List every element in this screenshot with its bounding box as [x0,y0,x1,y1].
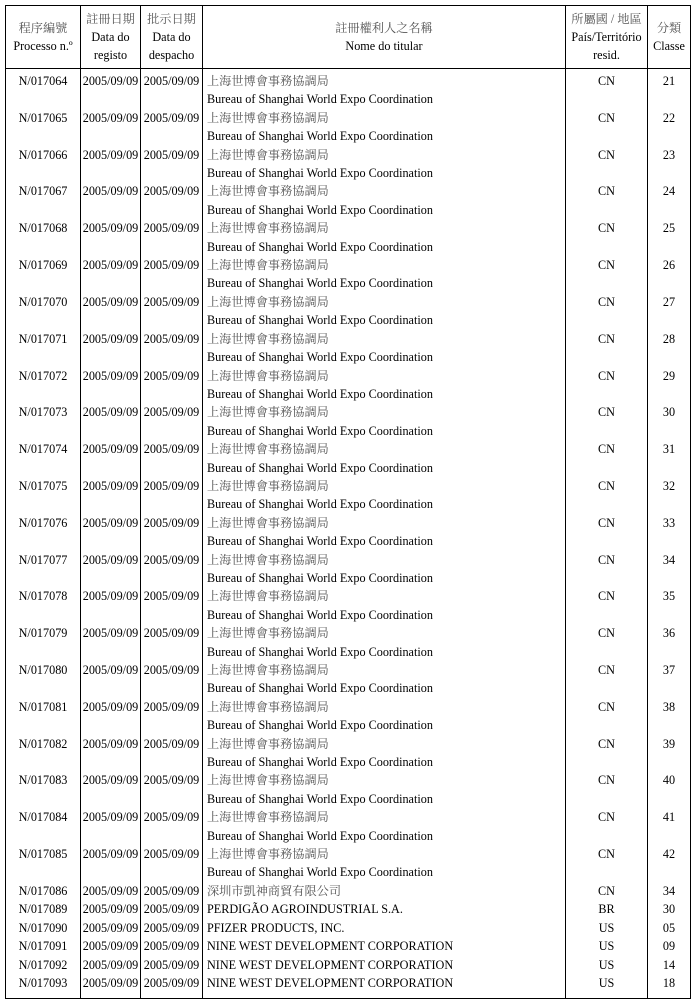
process-number: N/017070 [6,293,81,330]
holder-name [203,698,566,735]
header-zh: 所屬國 / 地區 [571,12,642,26]
dispatch-date: 2005/09/09 [141,551,203,588]
table-row [6,587,691,624]
holder-name [203,182,566,219]
holder-name-zh: 上海世博會事務協調局 [207,478,329,493]
header-holder [203,6,566,69]
holder-name [203,109,566,146]
table-row [6,661,691,698]
holder-name [203,256,566,293]
holder-name-pt: NINE WEST DEVELOPMENT CORPORATION [207,939,454,954]
dispatch-date: 2005/09/09 [141,367,203,404]
dispatch-date: 2005/09/09 [141,330,203,367]
registration-date: 2005/09/09 [81,109,141,146]
holder-name-zh: 上海世博會事務協調局 [207,258,329,273]
holder-name-pt: Bureau of Shanghai World Expo Coordination [207,497,433,512]
holder-name-pt: Bureau of Shanghai World Expo Coordination [207,202,433,217]
holder-name-zh: 上海世博會事務協調局 [207,331,329,346]
holder-name [203,440,566,477]
registration-date: 2005/09/09 [81,937,141,955]
holder-name-pt: PFIZER PRODUCTS, INC. [207,920,345,935]
header-pt: despacho [148,48,195,62]
dispatch-date: 2005/09/09 [141,219,203,256]
country-code: CN [566,624,648,661]
holder-name-pt: Bureau of Shanghai World Expo Coordination [207,313,433,328]
table-row [6,477,691,514]
class-number: 33 [648,514,691,551]
holder-name [203,293,566,330]
registration-date: 2005/09/09 [81,403,141,440]
holder-name-pt: Bureau of Shanghai World Expo Coordination [207,828,433,843]
class-number: 22 [648,109,691,146]
holder-name [203,735,566,772]
holder-name-pt: Bureau of Shanghai World Expo Coordination [207,644,433,659]
holder-name-zh: 深圳市凱神商貿有限公司 [207,883,342,898]
class-number: 29 [648,367,691,404]
class-number: 23 [648,146,691,183]
holder-name [203,624,566,661]
holder-name-pt: Bureau of Shanghai World Expo Coordination [207,166,433,181]
class-number: 30 [648,900,691,918]
holder-name-zh: 上海世博會事務協調局 [207,515,329,530]
header-zh: 分類 [656,21,682,35]
holder-name-zh: 上海世博會事務協調局 [207,589,329,604]
process-number: N/017080 [6,661,81,698]
holder-name-zh: 上海世博會事務協調局 [207,773,329,788]
class-number: 39 [648,735,691,772]
process-number: N/017082 [6,735,81,772]
table-row [6,293,691,330]
dispatch-date: 2005/09/09 [141,403,203,440]
header-class [648,6,691,69]
header-pt: Data do [91,30,130,44]
table-row [6,937,691,955]
holder-name-pt: Bureau of Shanghai World Expo Coordination [207,350,433,365]
country-code: CN [566,735,648,772]
header-zh: 批示日期 [147,12,196,26]
holder-name-zh: 上海世博會事務協調局 [207,810,329,825]
holder-name-zh: 上海世博會事務協調局 [207,74,329,88]
dispatch-date: 2005/09/09 [141,661,203,698]
holder-name [203,661,566,698]
table-row [6,698,691,735]
registration-date: 2005/09/09 [81,624,141,661]
table-row [6,146,691,183]
process-number: N/017073 [6,403,81,440]
table-row [6,974,691,999]
holder-name [203,771,566,808]
dispatch-date: 2005/09/09 [141,956,203,974]
country-code: US [566,956,648,974]
dispatch-date: 2005/09/09 [141,109,203,146]
table-row [6,109,691,146]
country-code: CN [566,882,648,900]
country-code: CN [566,219,648,256]
process-number: N/017079 [6,624,81,661]
dispatch-date: 2005/09/09 [141,974,203,999]
country-code: CN [566,771,648,808]
holder-name [203,974,566,999]
table-row [6,514,691,551]
holder-name [203,882,566,900]
process-number: N/017081 [6,698,81,735]
class-number: 41 [648,808,691,845]
holder-name-pt: NINE WEST DEVELOPMENT CORPORATION [207,957,454,972]
table-row [6,256,691,293]
registration-date: 2005/09/09 [81,514,141,551]
class-number: 36 [648,624,691,661]
country-code: CN [566,587,648,624]
holder-name [203,219,566,256]
country-code: CN [566,330,648,367]
holder-name-pt: Bureau of Shanghai World Expo Coordination [207,681,433,696]
header-pt: registo [93,48,128,62]
class-number: 37 [648,661,691,698]
dispatch-date: 2005/09/09 [141,882,203,900]
registration-date: 2005/09/09 [81,551,141,588]
class-number: 25 [648,219,691,256]
holder-name-pt: Bureau of Shanghai World Expo Coordination [207,607,433,622]
header-pt: Nome do titular [345,39,423,53]
registration-date: 2005/09/09 [81,956,141,974]
header-zh: 程序編號 [18,21,68,35]
holder-name [203,403,566,440]
holder-name [203,69,566,109]
class-number: 18 [648,974,691,999]
table-row [6,69,691,109]
holder-name-zh: 上海世博會事務協調局 [207,221,329,236]
holder-name-pt: PERDIGÃO AGROINDUSTRIAL S.A. [207,902,403,917]
holder-name-zh: 上海世博會事務協調局 [207,184,329,199]
registration-date: 2005/09/09 [81,900,141,918]
table-row [6,219,691,256]
holder-name-zh: 上海世博會事務協調局 [207,736,329,751]
dispatch-date: 2005/09/09 [141,624,203,661]
country-code: CN [566,403,648,440]
holder-name [203,919,566,937]
header-disp-date [141,6,203,69]
holder-name [203,551,566,588]
header-zh: 註冊日期 [86,12,135,26]
table-row [6,919,691,937]
registration-date: 2005/09/09 [81,69,141,109]
table-row [6,182,691,219]
table-row [6,771,691,808]
dispatch-date: 2005/09/09 [141,919,203,937]
registration-date: 2005/09/09 [81,440,141,477]
holder-name-zh: 上海世博會事務協調局 [207,147,329,162]
class-number: 30 [648,403,691,440]
process-number: N/017064 [6,69,81,109]
class-number: 24 [648,182,691,219]
holder-name [203,330,566,367]
country-code: CN [566,698,648,735]
dispatch-date: 2005/09/09 [141,440,203,477]
class-number: 38 [648,698,691,735]
holder-name-pt: Bureau of Shanghai World Expo Coordination [207,276,433,291]
class-number: 35 [648,587,691,624]
registration-date: 2005/09/09 [81,974,141,999]
table-row [6,367,691,404]
table-row [6,956,691,974]
dispatch-date: 2005/09/09 [141,587,203,624]
dispatch-date: 2005/09/09 [141,477,203,514]
registration-date: 2005/09/09 [81,256,141,293]
holder-name-pt: Bureau of Shanghai World Expo Coordination [207,423,433,438]
class-number: 34 [648,551,691,588]
holder-name [203,956,566,974]
process-number: N/017091 [6,937,81,955]
country-code: CN [566,109,648,146]
holder-name-zh: 上海世博會事務協調局 [207,368,329,383]
class-number: 40 [648,771,691,808]
registration-date: 2005/09/09 [81,219,141,256]
process-number: N/017068 [6,219,81,256]
process-number: N/017076 [6,514,81,551]
country-code: CN [566,661,648,698]
dispatch-date: 2005/09/09 [141,182,203,219]
holder-name-pt: Bureau of Shanghai World Expo Coordination [207,718,433,733]
header-row [6,6,691,69]
class-number: 14 [648,956,691,974]
class-number: 42 [648,845,691,882]
holder-name-zh: 上海世博會事務協調局 [207,847,329,862]
holder-name [203,477,566,514]
dispatch-date: 2005/09/09 [141,256,203,293]
trademark-registry-table [5,5,691,999]
process-number: N/017065 [6,109,81,146]
dispatch-date: 2005/09/09 [141,146,203,183]
holder-name [203,900,566,918]
holder-name [203,808,566,845]
holder-name-pt: Bureau of Shanghai World Expo Coordination [207,92,433,107]
header-pt: Processo n.º [13,39,73,53]
registration-date: 2005/09/09 [81,182,141,219]
dispatch-date: 2005/09/09 [141,900,203,918]
registration-date: 2005/09/09 [81,367,141,404]
table-row [6,845,691,882]
table-row [6,735,691,772]
country-code: US [566,937,648,955]
holder-name-pt: Bureau of Shanghai World Expo Coordination [207,570,433,585]
process-number: N/017069 [6,256,81,293]
header-pt: Data do [152,30,191,44]
registration-date: 2005/09/09 [81,771,141,808]
registration-date: 2005/09/09 [81,845,141,882]
country-code: CN [566,293,648,330]
dispatch-date: 2005/09/09 [141,735,203,772]
process-number: N/017072 [6,367,81,404]
dispatch-date: 2005/09/09 [141,69,203,109]
holder-name [203,937,566,955]
header-zh: 註冊權利人之名稱 [335,21,433,35]
class-number: 21 [648,69,691,109]
process-number: N/017092 [6,956,81,974]
registration-date: 2005/09/09 [81,698,141,735]
registration-date: 2005/09/09 [81,735,141,772]
class-number: 27 [648,293,691,330]
country-code: CN [566,514,648,551]
holder-name-pt: Bureau of Shanghai World Expo Coordination [207,755,433,770]
holder-name [203,514,566,551]
table-row [6,403,691,440]
process-number: N/017078 [6,587,81,624]
holder-name-zh: 上海世博會事務協調局 [207,405,329,420]
header-country [566,6,648,69]
process-number: N/017086 [6,882,81,900]
registration-date: 2005/09/09 [81,330,141,367]
holder-name-zh: 上海世博會事務協調局 [207,552,329,567]
holder-name-pt: NINE WEST DEVELOPMENT CORPORATION [207,975,454,990]
dispatch-date: 2005/09/09 [141,808,203,845]
country-code: CN [566,551,648,588]
process-number: N/017089 [6,900,81,918]
dispatch-date: 2005/09/09 [141,771,203,808]
header-pt: Classe [653,39,685,53]
class-number: 34 [648,882,691,900]
table-row [6,882,691,900]
class-number: 26 [648,256,691,293]
dispatch-date: 2005/09/09 [141,698,203,735]
country-code: CN [566,69,648,109]
process-number: N/017085 [6,845,81,882]
process-number: N/017077 [6,551,81,588]
holder-name-pt: Bureau of Shanghai World Expo Coordination [207,865,433,880]
holder-name-zh: 上海世博會事務協調局 [207,663,329,677]
class-number: 05 [648,919,691,937]
registration-date: 2005/09/09 [81,919,141,937]
class-number: 28 [648,330,691,367]
holder-name [203,367,566,404]
holder-name-zh: 上海世博會事務協調局 [207,699,329,714]
table-row [6,551,691,588]
country-code: CN [566,367,648,404]
process-number: N/017071 [6,330,81,367]
header-process [6,6,81,69]
table-body [6,69,691,999]
country-code: US [566,974,648,999]
country-code: CN [566,845,648,882]
process-number: N/017074 [6,440,81,477]
dispatch-date: 2005/09/09 [141,937,203,955]
dispatch-date: 2005/09/09 [141,845,203,882]
registration-date: 2005/09/09 [81,146,141,183]
holder-name-pt: Bureau of Shanghai World Expo Coordination [207,129,433,144]
table-row [6,624,691,661]
table-row [6,440,691,477]
holder-name-pt: Bureau of Shanghai World Expo Coordination [207,460,433,475]
country-code: CN [566,146,648,183]
holder-name-pt: Bureau of Shanghai World Expo Coordination [207,791,433,806]
process-number: N/017067 [6,182,81,219]
process-number: N/017084 [6,808,81,845]
country-code: US [566,919,648,937]
process-number: N/017090 [6,919,81,937]
header-pt: resid. [593,48,620,62]
table-row [6,808,691,845]
process-number: N/017075 [6,477,81,514]
holder-name-pt: Bureau of Shanghai World Expo Coordination [207,386,433,401]
registration-date: 2005/09/09 [81,293,141,330]
holder-name-pt: Bureau of Shanghai World Expo Coordination [207,239,433,254]
country-code: CN [566,477,648,514]
process-number: N/017083 [6,771,81,808]
holder-name [203,146,566,183]
country-code: CN [566,182,648,219]
holder-name-zh: 上海世博會事務協調局 [207,294,329,309]
header-pt: País/Território [571,30,642,44]
country-code: CN [566,808,648,845]
table-row [6,330,691,367]
dispatch-date: 2005/09/09 [141,293,203,330]
country-code: CN [566,256,648,293]
holder-name-zh: 上海世博會事務協調局 [207,110,329,125]
header-reg-date [81,6,141,69]
holder-name [203,845,566,882]
registration-date: 2005/09/09 [81,882,141,900]
registration-date: 2005/09/09 [81,587,141,624]
table-row [6,900,691,918]
process-number: N/017093 [6,974,81,999]
class-number: 31 [648,440,691,477]
country-code: CN [566,440,648,477]
holder-name-pt: Bureau of Shanghai World Expo Coordination [207,534,433,549]
class-number: 09 [648,937,691,955]
country-code: BR [566,900,648,918]
holder-name-zh: 上海世博會事務協調局 [207,626,329,641]
holder-name [203,587,566,624]
registration-date: 2005/09/09 [81,661,141,698]
holder-name-zh: 上海世博會事務協調局 [207,442,329,457]
dispatch-date: 2005/09/09 [141,514,203,551]
registration-date: 2005/09/09 [81,808,141,845]
class-number: 32 [648,477,691,514]
registration-date: 2005/09/09 [81,477,141,514]
process-number: N/017066 [6,146,81,183]
